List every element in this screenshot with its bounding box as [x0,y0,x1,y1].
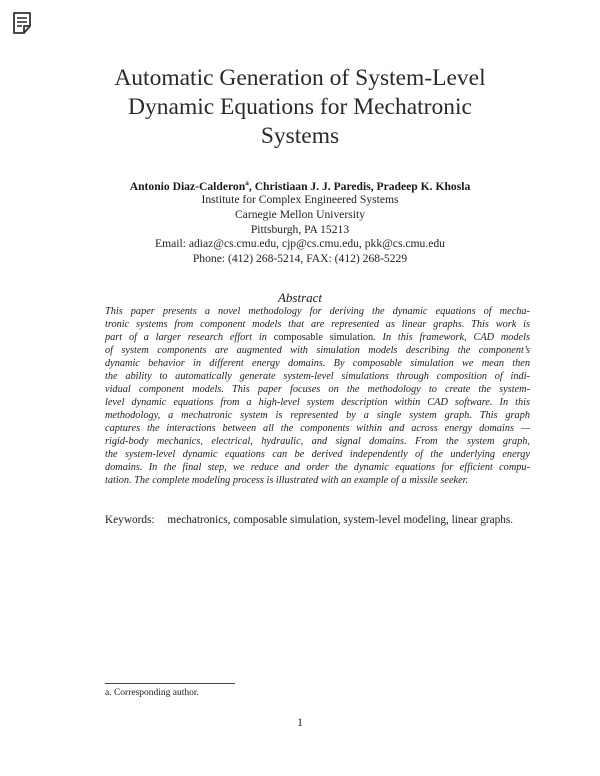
abstract-text: part of a larger research effort in [105,332,274,343]
abstract-line: tation. The complete modeling process is illustrated with an example of a missile seeker. [105,475,469,486]
abstract-heading: Abstract [277,290,323,305]
abstract-line: methodology, a mechatronic system is represented by a single system graph. This graph [105,410,530,421]
abstract-body [105,305,530,487]
keywords-label: Keywords: [105,514,155,526]
abstract-line: the ability to automatically generate system-level simulations through composition of indi- [105,371,530,382]
abstract-line: This paper presents a novel methodology for deriving the dynamic equations of mecha- [105,306,530,317]
abstract-emphasis: composable simulation [273,332,374,343]
affiliation-line: Pittsburgh, PA 15213 [250,222,350,236]
abstract-line: domains. In the final step, we reduce and order the dynamic equations for efficient compu- [105,462,530,473]
abstract-line: rigid-body mechanics, electrical, hydraulic, and signal domains. From the system graph, [105,436,530,447]
paper-title [100,64,500,151]
abstract-text: . In this framework, CAD models [373,332,530,343]
abstract-line: vidual component models. This paper focuses on the methodology to create the system- [105,384,530,395]
affiliation-line: Institute for Complex Engineered Systems [201,193,399,206]
author-footnote-mark: a [245,178,249,187]
page-number: 1 [297,717,303,729]
abstract-line: tronic systems from component models that are represented as linear graphs. This work is [105,319,530,330]
footnote: a. Corresponding author. [105,688,199,698]
footnote-divider [105,683,235,684]
author-first: Antonio Diaz-Calderon [129,179,246,193]
email-line: Email: adiaz@cs.cmu.edu, cjp@cs.cmu.edu, pkk@cs.cmu.edu [155,237,445,251]
title-line: Automatic Generation of System-Level [114,65,486,91]
abstract-line: of system components are augmented with simulation models describing the component’s [105,345,530,356]
phone-line: Phone: (412) 268-5214, FAX: (412) 268-5229 [192,252,408,266]
author-rest: , Christiaan J. J. Paredis, Pradeep K. Khosla [248,179,471,193]
affiliation-block [60,193,540,267]
affiliation-line: Carnegie Mellon University [234,207,366,221]
abstract-line: captures the interactions between all the components within and across energy domains — [105,423,530,434]
abstract-line [105,331,530,344]
title-line: Systems [260,123,340,149]
author-list [60,178,540,193]
notes-icon[interactable] [12,12,32,34]
abstract-line: the system-level dynamic equations can be derived independently of the underlying energy [105,449,530,460]
title-line: Dynamic Equations for Mechatronic [128,94,472,120]
keywords-text: mechatronics, composable simulation, system-level modeling, linear graphs. [167,514,514,526]
keywords [105,514,545,526]
abstract-line: dynamic behavior in different energy domains. By composable simulation we mean then [105,358,530,369]
abstract-line: level dynamic equations from a high-level system description within CAD software. In this [105,397,530,408]
